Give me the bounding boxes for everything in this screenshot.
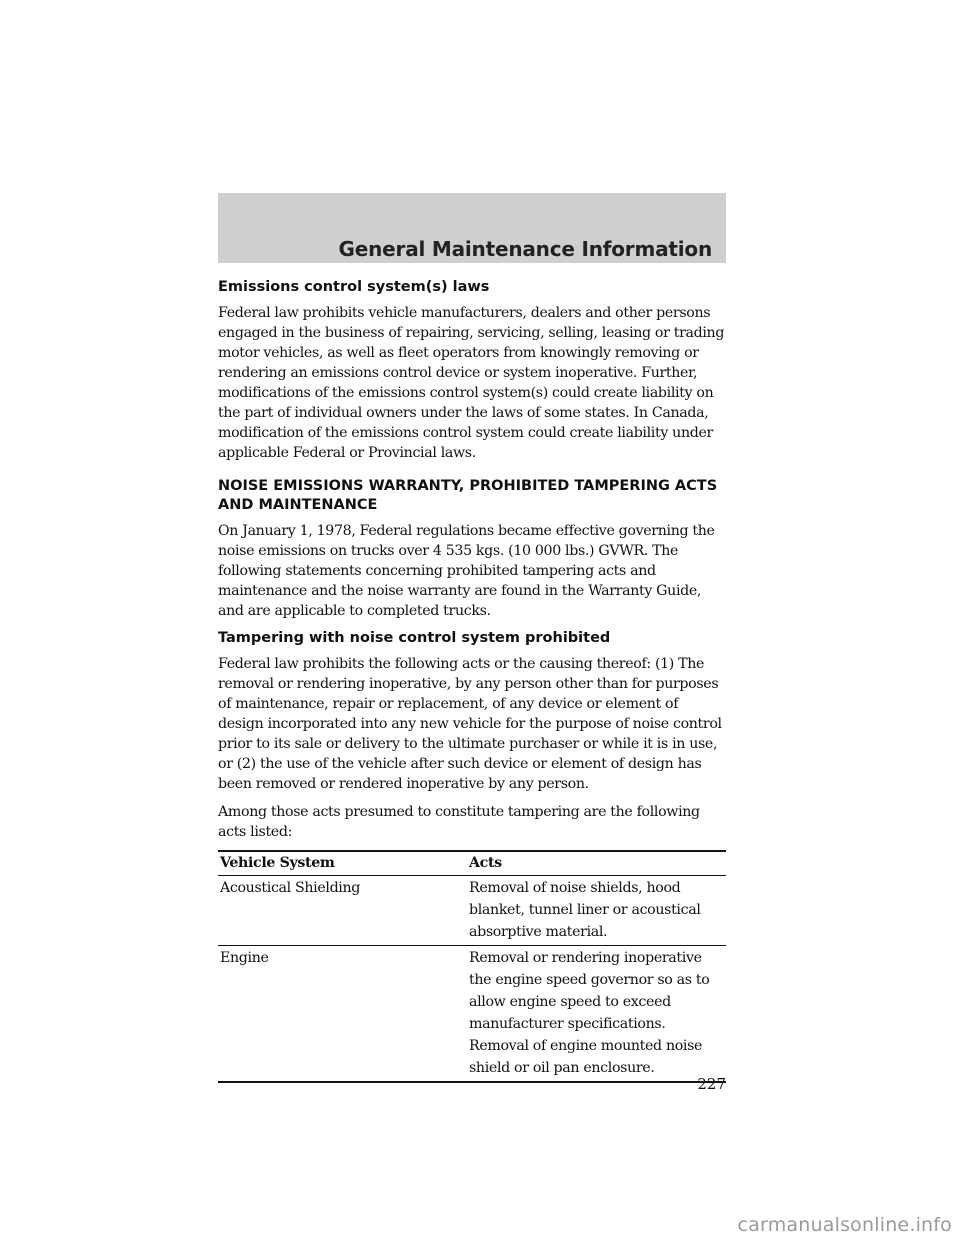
table-header-vehicle-system: Vehicle System — [218, 851, 467, 876]
table-cell-system: Engine — [220, 950, 269, 966]
section-title: General Maintenance Information — [338, 237, 712, 261]
table-row — [218, 946, 726, 1083]
table-header-acts: Acts — [467, 851, 726, 876]
table-row — [218, 876, 726, 946]
watermark-link[interactable]: carmanualsonline.info — [737, 1214, 952, 1236]
tampering-acts-table — [218, 850, 726, 1083]
page-number: 227 — [697, 1075, 726, 1093]
paragraph-noise-warranty: On January 1, 1978, Federal regulations became effective governing the noise emissions on trucks over 4 535 kgs. (10 000 lbs.) GVWR. The following statements concerning prohibited tampering acts and maintenance and the noise warranty are found in the Warranty Guide, and are applicable to completed trucks. — [218, 523, 715, 619]
act-text: Removal of engine mounted noise shield or oil pan enclosure. — [469, 1038, 703, 1076]
heading-tampering: Tampering with noise control system prohibited — [218, 630, 611, 646]
paragraph-tampering: Federal law prohibits the following acts or the causing thereof: (1) The removal or rendering inoperative, by any person other than for purposes of maintenance, repair or replacement, of any device or element of design incorporated into any new vehicle for the purpose of noise control prior to its sale or delivery to the ultimate purchaser or while it is in use, or (2) the use of the vehicle after such device or element of design has been removed or rendered inoperative by any person. — [218, 656, 722, 792]
paragraph-tampering-acts: Among those acts presumed to constitute tampering are the following acts listed: — [218, 804, 700, 840]
paragraph-emissions-laws: Federal law prohibits vehicle manufacturers, dealers and other persons engaged in the business of repairing, servicing, selling, leasing or trading motor vehicles, as well as fleet operators from knowingly removing or rendering an emissions control device or system inoperative. Further, modifications of the emissions control system(s) could create liability on the part of individual owners under the laws of some states. In Canada, modification of the emissions control system could create liability under applicable Federal or Provincial laws. — [218, 305, 725, 461]
table-cell-system: Acoustical Shielding — [218, 876, 467, 946]
heading-emissions-laws: Emissions control system(s) laws — [218, 279, 490, 295]
act-text: Removal or rendering inoperative the engine speed governor so as to allow engine speed to exceed manufacturer specifications. — [469, 950, 710, 1032]
page-content — [218, 278, 726, 1083]
table-cell-acts — [467, 946, 726, 1083]
table-cell-acts — [467, 876, 726, 946]
table-header-row — [218, 851, 726, 876]
act-text: Removal of noise shields, hood blanket, tunnel liner or acoustical absorptive material. — [469, 880, 701, 940]
heading-noise-warranty: NOISE EMISSIONS WARRANTY, PROHIBITED TAMPERING ACTS AND MAINTENANCE — [218, 478, 718, 513]
section-header-band — [218, 193, 726, 263]
